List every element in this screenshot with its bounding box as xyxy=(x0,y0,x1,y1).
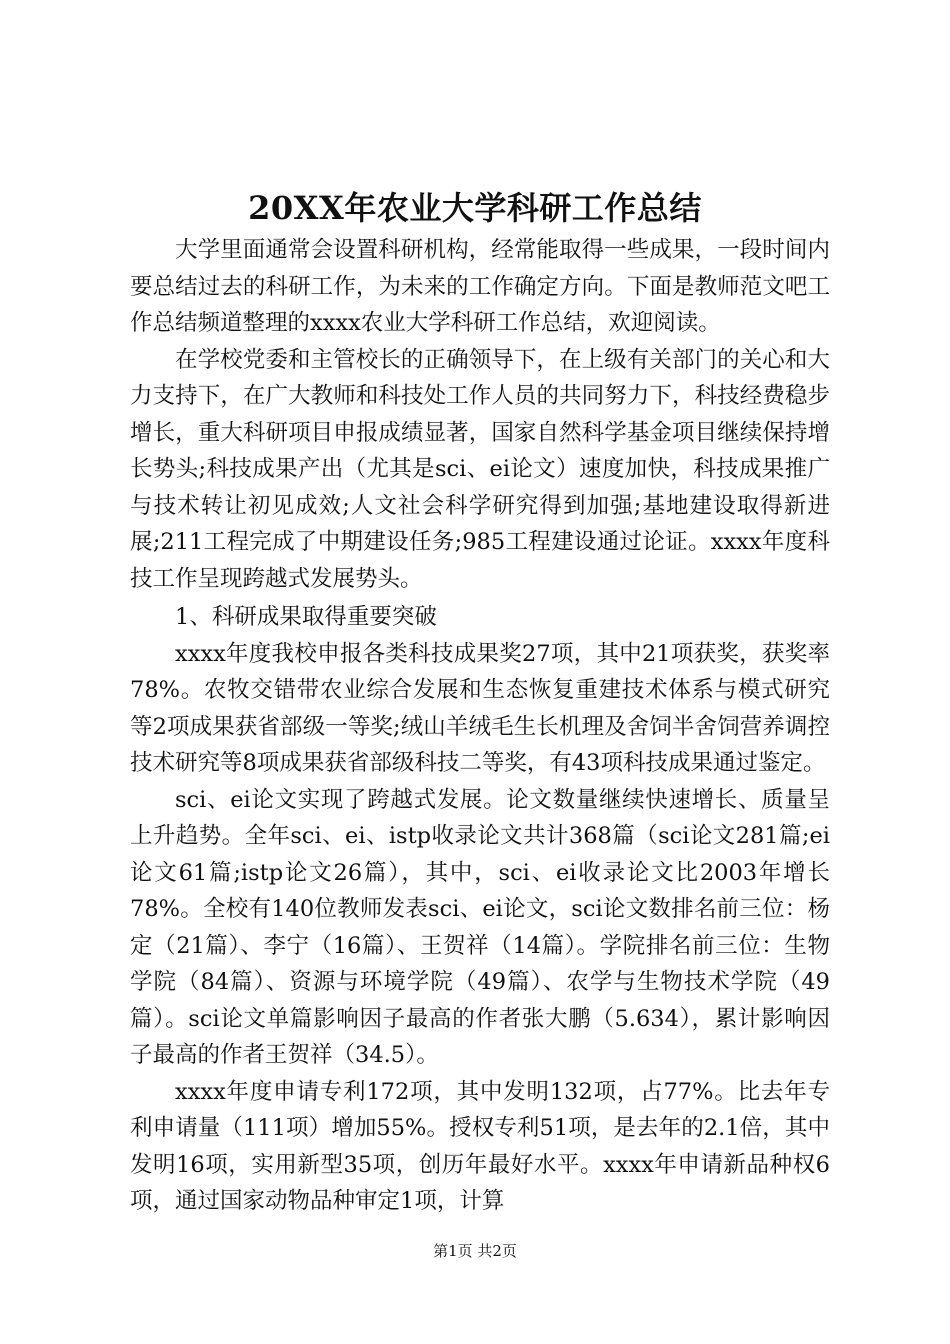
paragraph-patents: xxxx年度申请专利172项，其中发明132项，占77%。比去年专利申请量（111项）增加55%。授权专利51项，是去年的2.1倍，其中发明16项，实用新型35项，创历年最好水平。xxxx年申请新品种权6项，通过国家动物品种审定1项，计算 xyxy=(130,1078,830,1214)
page-footer: 第1页 共2页 xyxy=(433,1242,517,1260)
paragraph-awards: xxxx年度我校申报各类科技成果奖27项，其中21项获奖，获奖率78%。农牧交错带农业综合发展和生态恢复重建技术体系与模式研究等2项成果获省部级一等奖;绒山羊绒毛生长机理及舍饲半舍饲营养调控技术研究等8项成果获省部级科技二等奖，有43项科技成果通过鉴定。 xyxy=(130,640,830,776)
section-heading-1: 1、科研成果取得重要突破 xyxy=(175,604,437,630)
paragraph-overview: 在学校党委和主管校长的正确领导下，在上级有关部门的关心和大力支持下，在广大教师和科技处工作人员的共同努力下，科技经费稳步增长，重大科研项目申报成绩显著，国家自然科学基金项目继续保持增长势头;科技成果产出（尤其是sci、ei论文）速度加快，科技成果推广与技术转让初见成效;人文社会科学研究得到加强;基地建设取得新进展;211工程完成了中期建设任务;985工程建设通过论证。xxxx年度科技工作呈现跨越式发展势头。 xyxy=(130,346,830,592)
document-body xyxy=(130,232,830,1220)
paragraph-papers: sci、ei论文实现了跨越式发展。论文数量继续快速增长、质量呈上升趋势。全年sci、ei、istp收录论文共计368篇（sci论文281篇;ei论文61篇;istp论文26篇），其中，sci、ei收录论文比2003年增长78%。全校有140位教师发表sci、ei论文，sci论文数排名前三位：杨定（21篇）、李宁（16篇）、王贺祥（14篇）。学院排名前三位：生物学院（84篇）、资源与环境学院（49篇）、农学与生物技术学院（49篇）。sci论文单篇影响因子最高的作者张大鹏（5.634），累计影响因子最高的作者王贺祥（34.5）。 xyxy=(130,786,830,1068)
document-title: 20XX年农业大学科研工作总结 xyxy=(248,189,702,227)
paragraph-intro: 大学里面通常会设置科研机构，经常能取得一些成果，一段时间内要总结过去的科研工作，为未来的工作确定方向。下面是教师范文吧工作总结频道整理的xxxx农业大学科研工作总结，欢迎阅读。 xyxy=(130,237,830,336)
